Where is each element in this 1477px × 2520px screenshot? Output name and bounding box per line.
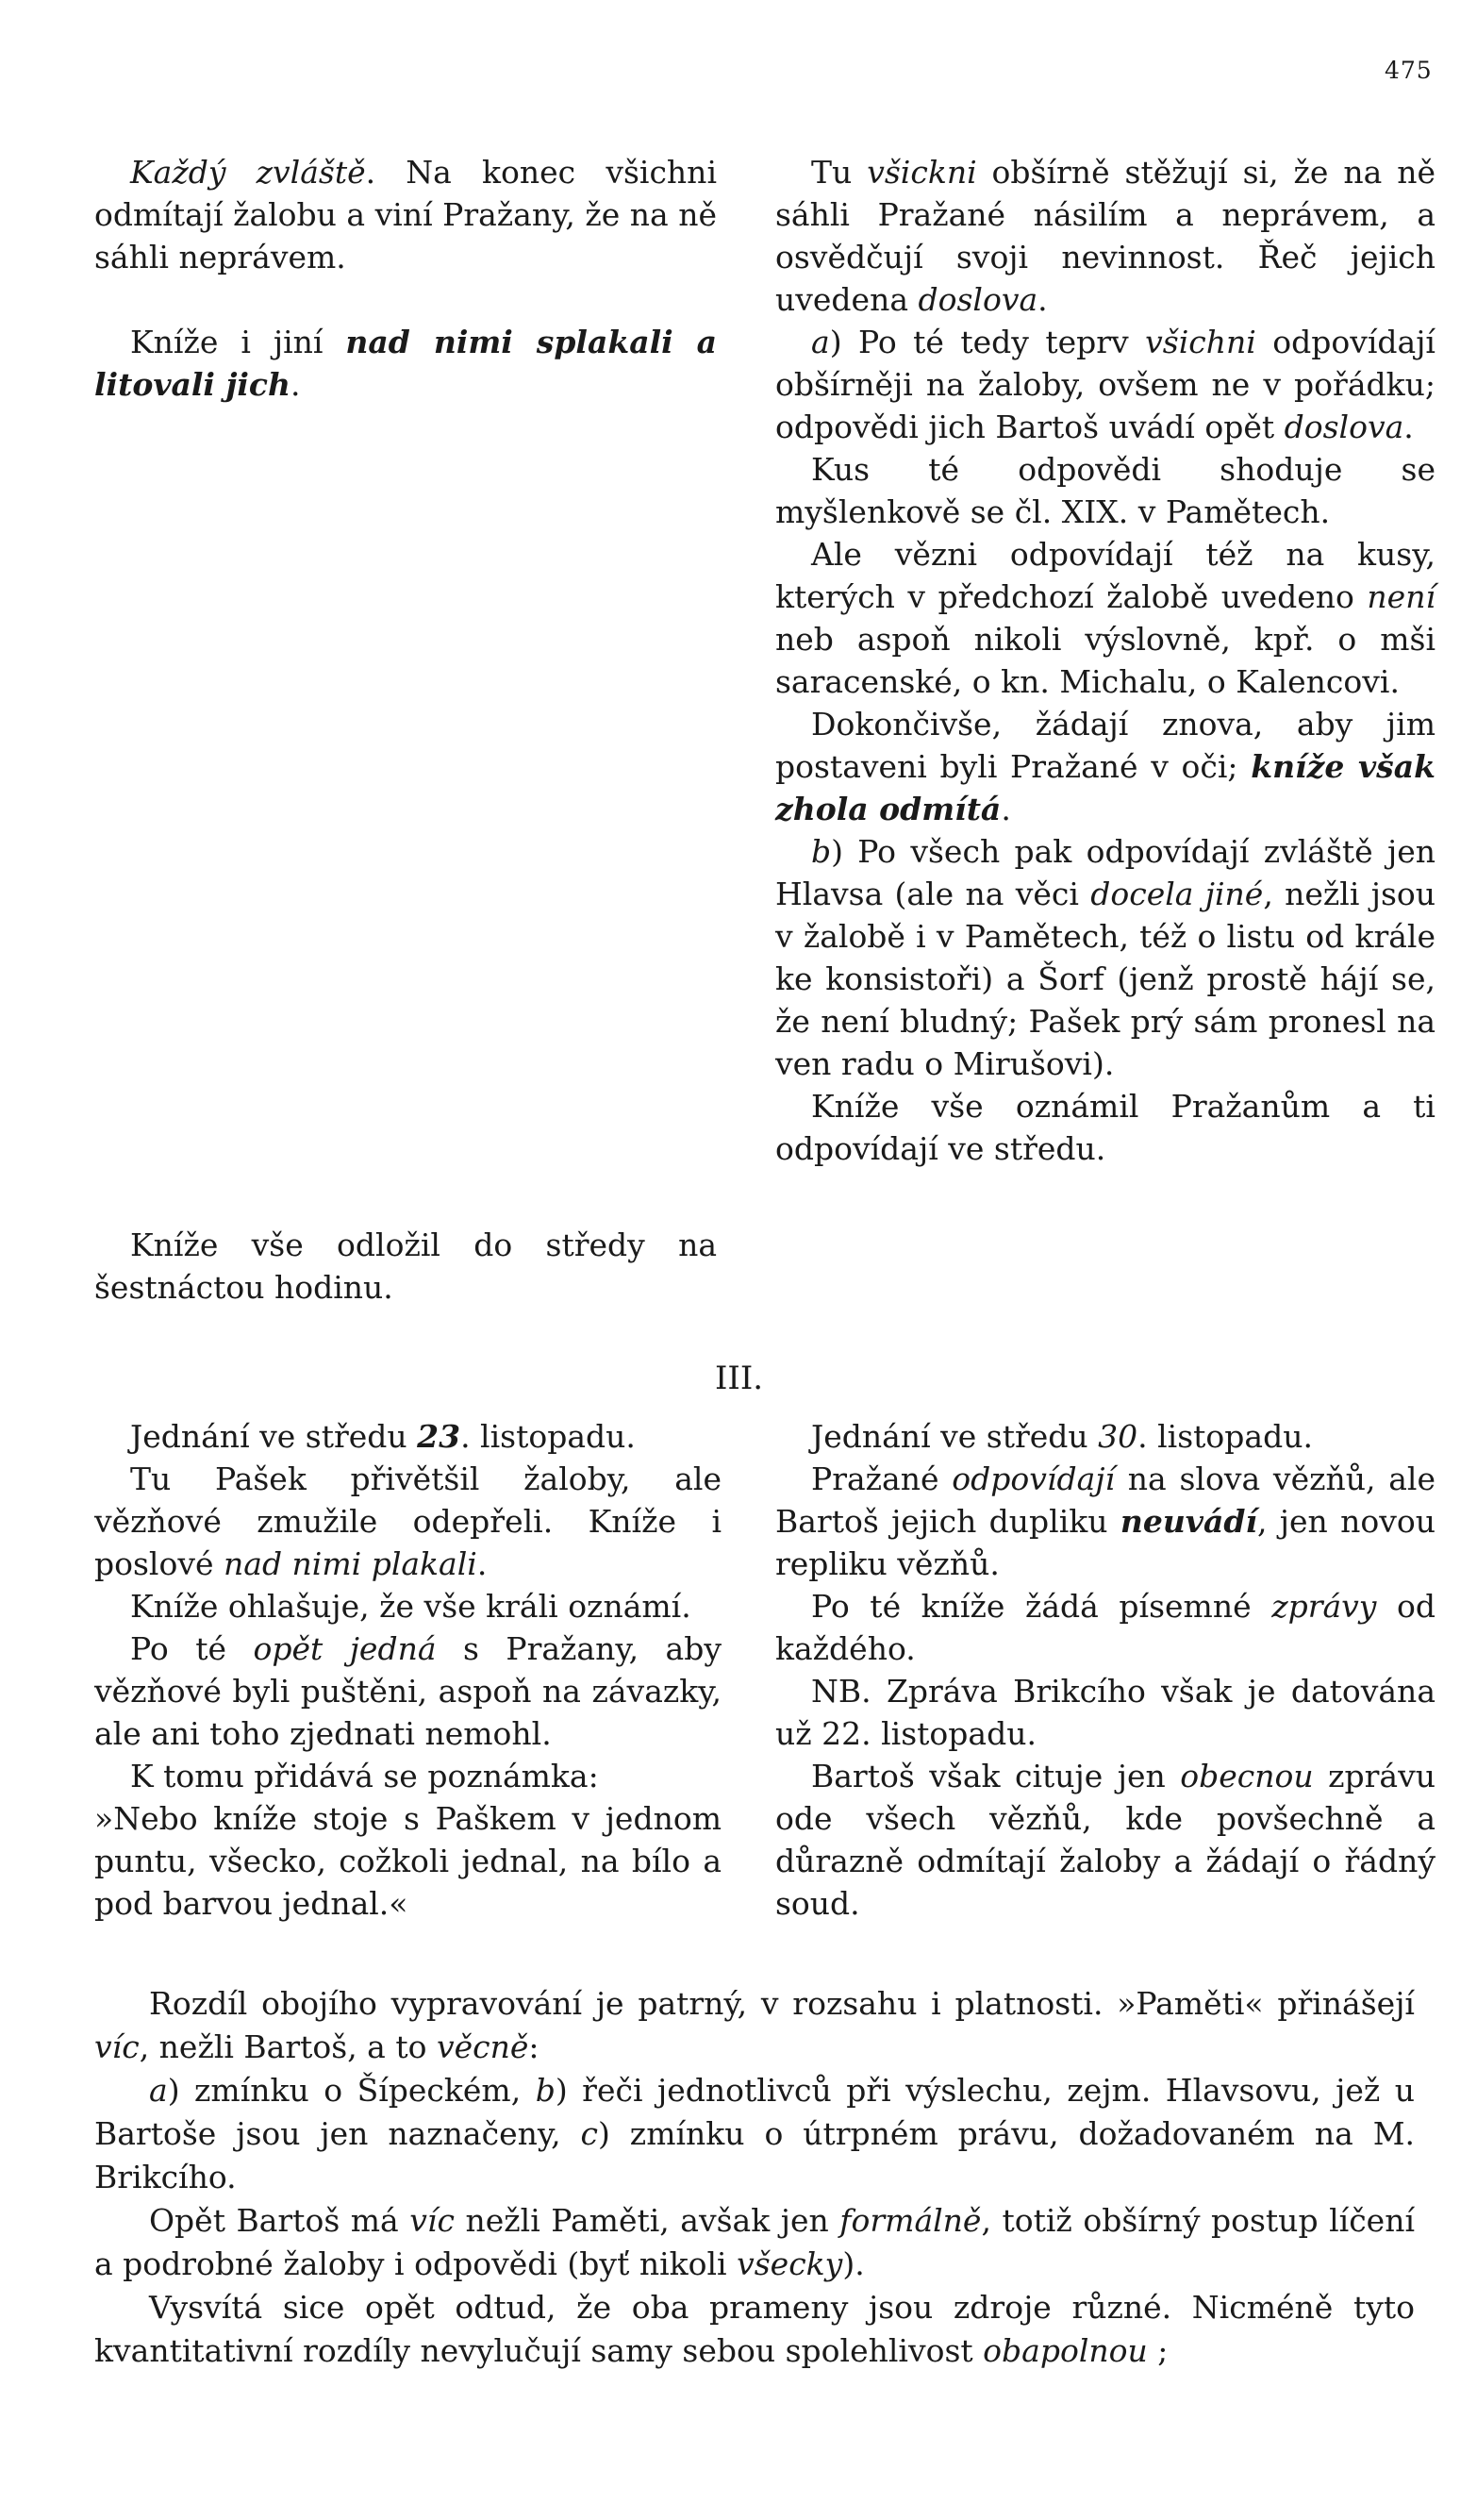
paragraph: Kníže vše odložil do středy na šestnáctou hodinu.	[94, 1227, 717, 1306]
quotation: »Nebo kníže stoje s Paškem v jednom puntu, všecko, cožkoli jednal, na bílo a pod barvou jednal.«	[94, 1800, 722, 1922]
italic-text: víc	[94, 2028, 140, 2065]
text: , jen novou repliku vězňů.	[775, 1503, 1436, 1582]
italic-text: zprávy	[1271, 1588, 1377, 1625]
italic-text: není	[1367, 578, 1436, 615]
italic-text: Každý zvláště	[130, 154, 366, 191]
italic-text: nad nimi plakali	[224, 1545, 477, 1582]
text: , totiž obšírný postup líčení a podrobné žaloby i odpovědi (byť nikoli	[94, 2202, 1416, 2282]
date-number: 23	[417, 1418, 461, 1455]
text: ) Po té tedy teprv	[829, 324, 1146, 360]
paragraph	[775, 1415, 1436, 1458]
paragraph: K tomu přidává se poznámka:	[130, 1758, 599, 1794]
text: odpovídají obšírněji na žaloby, ovšem ne v pořádku; odpovědi jich Bartoš uvádí opět	[775, 324, 1436, 445]
italic-text: víc	[409, 2202, 455, 2239]
bold-italic-text: neuvádí	[1120, 1503, 1257, 1540]
text: Tu	[811, 154, 868, 191]
right-column-top	[775, 151, 1436, 1170]
text: ).	[842, 2245, 865, 2282]
text: Jednání ve středu	[811, 1418, 1099, 1455]
paragraph	[94, 1458, 722, 1585]
text: Kníže i jiní	[130, 324, 346, 360]
text: Tu Pašek přivětšil žaloby, ale vězňové zmužile odepřeli. Kníže i poslové	[94, 1460, 722, 1582]
text: , nežli Bartoš, a to	[139, 2028, 437, 2065]
paragraph	[775, 533, 1436, 703]
italic-text: věcně	[436, 2028, 529, 2065]
italic-text: všichni	[1145, 324, 1256, 360]
text: , nežli jsou v žalobě i v Pamětech, též o listu od krále ke konsistoři) a Šorf (jenž prostě hájí se, že není bludný; Pašek prý sám pronesl na ven radu o Mirušovi).	[775, 876, 1436, 1082]
italic-text: b	[535, 2072, 556, 2109]
text: nežli Paměti, avšak jen	[454, 2202, 840, 2239]
bold-italic-text: kníže však zhola odmítá	[775, 748, 1436, 827]
left-column-middle	[94, 321, 717, 406]
text: ) zmínku o Šípeckém,	[167, 2072, 536, 2109]
page-number: 475	[1385, 57, 1433, 84]
text: . listopadu.	[460, 1418, 636, 1455]
paragraph: Kníže ohlašuje, že vše králi oznámí.	[130, 1588, 691, 1625]
bottom-text	[94, 1982, 1415, 2373]
text: Vysvítá sice opět odtud, že oba prameny jsou zdroje různé. Nicméně tyto kvantitativní rozdíly nevylučují samy sebou spolehlivost	[94, 2289, 1415, 2369]
text: na slova vězňů, ale Bartoš jejich dupliku	[775, 1460, 1436, 1540]
paragraph	[775, 321, 1436, 448]
paragraph	[94, 151, 717, 278]
text: ) zmínku o útrpném právu, dožadovaném na M. Brikcího.	[94, 2115, 1416, 2195]
paragraph	[94, 1415, 722, 1458]
text: zprávu ode všech vězňů, kde povšechně a důrazně odmítají žaloby a žádají o řádný soud.	[775, 1758, 1436, 1922]
paragraph	[775, 703, 1436, 830]
section-heading: III.	[715, 1360, 764, 1397]
left-column-bottom	[94, 1415, 722, 1925]
paragraph	[94, 1982, 1415, 2069]
italic-text: formálně	[839, 2202, 982, 2239]
italic-text: docela jiné	[1090, 876, 1264, 912]
text: .	[290, 366, 301, 403]
paragraph	[775, 1458, 1436, 1585]
paragraph	[94, 2069, 1415, 2199]
text: .	[1037, 281, 1048, 318]
paragraph	[775, 151, 1436, 321]
paragraph	[94, 321, 717, 406]
text: ) řeči jednotlivců při výslechu, zejm. Hlavsovu, jež u Bartoše jsou jen naznačeny,	[94, 2072, 1416, 2152]
italic-text: obapolnou	[983, 2332, 1148, 2369]
text: . Na konec všichni odmítají žalobu a viní Pražany, že na ně sáhli neprávem.	[94, 154, 717, 275]
italic-text: a	[811, 324, 830, 360]
italic-text: všecky	[737, 2245, 843, 2282]
text: Bartoš však cituje jen	[811, 1758, 1181, 1794]
paragraph	[775, 1585, 1436, 1670]
text: Pražané	[811, 1460, 953, 1497]
paragraph: NB. Zpráva Brikcího však je datována už 22. listopadu.	[775, 1673, 1436, 1752]
italic-text: všickni	[867, 154, 977, 191]
text: Ale vězni odpovídají též na kusy, kterých v předchozí žalobě uvedeno	[775, 536, 1436, 615]
left-column-top	[94, 151, 717, 278]
text: s Pražany, aby vězňové byli puštěni, aspoň na závazky, ale ani toho zjednati nemohl.	[94, 1630, 722, 1752]
text: . listopadu.	[1137, 1418, 1313, 1455]
italic-text: odpovídají	[952, 1460, 1116, 1497]
paragraph	[775, 830, 1436, 1085]
left-column-adjourn	[94, 1224, 717, 1309]
paragraph	[94, 2199, 1415, 2286]
text: obšírně stěžují si, že na ně sáhli Pražané násilím a neprávem, a osvědčují svoji nevinnost. Řeč jejich uvedena	[775, 154, 1436, 318]
paragraph	[94, 2286, 1415, 2373]
bold-italic-text: nad nimi splakali a litovali jich	[94, 324, 718, 403]
text: od každého.	[775, 1588, 1436, 1667]
text: Dokončivše, žádají znova, aby jim postaveni byli Pražané v oči;	[775, 706, 1436, 785]
text: Rozdíl obojího vypravování je patrný, v rozsahu i platnosti. »Paměti« přinášejí	[149, 1985, 1415, 2022]
text: .	[1001, 791, 1011, 827]
right-column-bottom	[775, 1415, 1436, 1925]
italic-text: opět jedná	[253, 1630, 437, 1667]
italic-text: doslova	[1284, 409, 1404, 445]
paragraph: Kníže vše oznámil Pražanům a ti odpovídají ve středu.	[775, 1088, 1436, 1167]
date-number: 30	[1098, 1418, 1138, 1455]
italic-text: a	[149, 2072, 168, 2109]
text: :	[528, 2028, 539, 2065]
paragraph: Kus té odpovědi shoduje se myšlenkově se čl. XIX. v Pamětech.	[775, 451, 1436, 530]
text: Po té kníže žádá písemné	[811, 1588, 1272, 1625]
italic-text: b	[811, 833, 832, 870]
italic-text: obecnou	[1180, 1758, 1314, 1794]
italic-text: c	[580, 2115, 599, 2152]
text: Po té	[130, 1630, 254, 1667]
text: ) Po všech pak odpovídají zvláště jen Hlavsa (ale na věci	[775, 833, 1436, 912]
text: Jednání ve středu	[130, 1418, 418, 1455]
text: ;	[1147, 2332, 1169, 2369]
text: .	[476, 1545, 488, 1582]
paragraph	[775, 1755, 1436, 1925]
text: .	[1403, 409, 1414, 445]
paragraph	[94, 1627, 722, 1755]
text: neb aspoň nikoli výslovně, kpř. o mši saracenské, o kn. Michalu, o Kalencovi.	[775, 621, 1436, 700]
text: Opět Bartoš má	[149, 2202, 410, 2239]
italic-text: doslova	[918, 281, 1038, 318]
